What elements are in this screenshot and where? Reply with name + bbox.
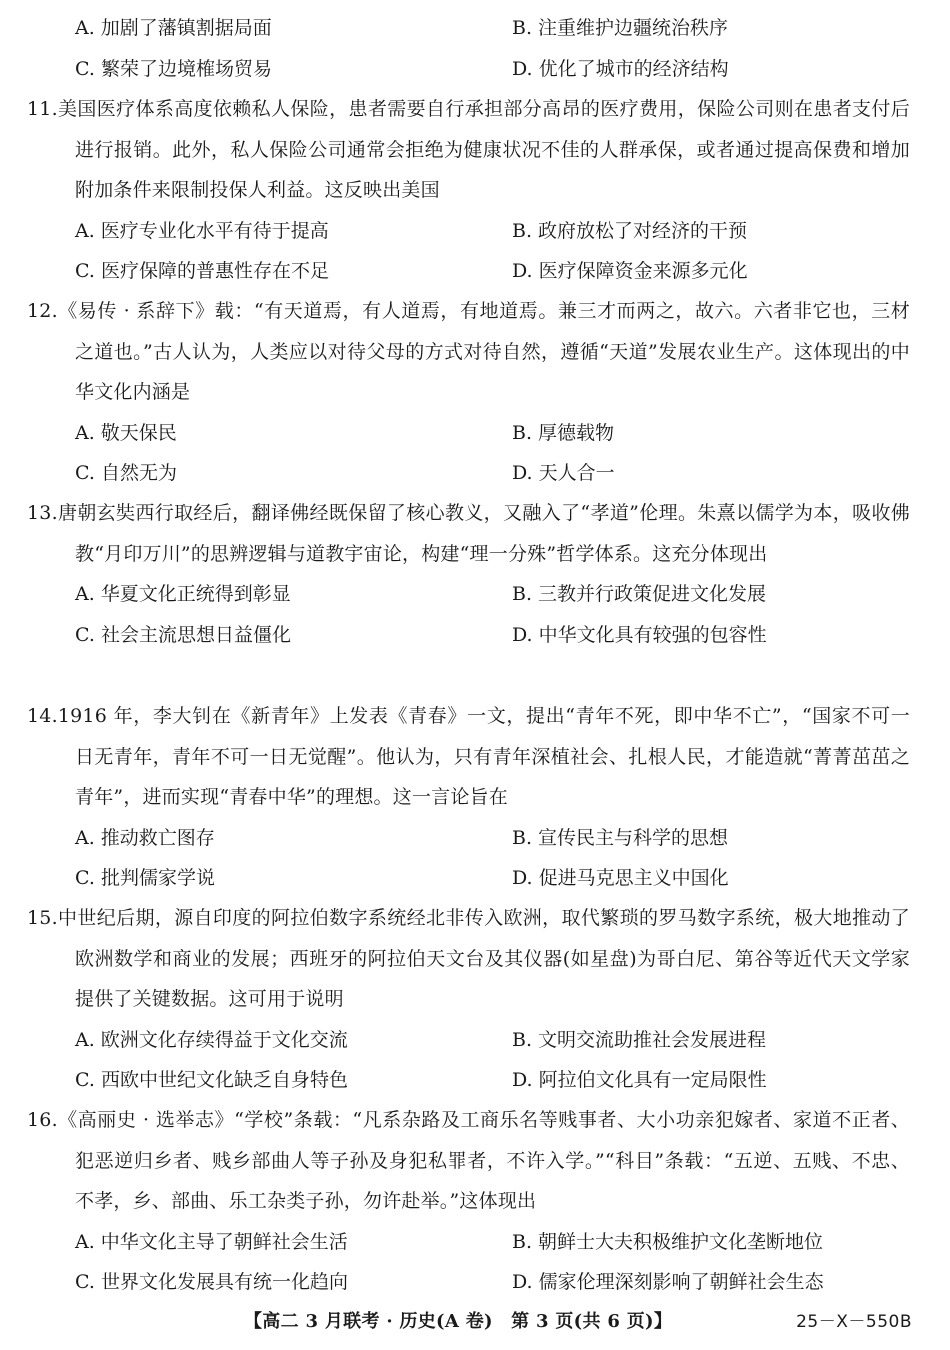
option-row <box>0 818 950 859</box>
question-14 <box>0 696 950 899</box>
option-c: C. 社会主流思想日益僵化 <box>75 623 291 646</box>
question-stem <box>0 898 950 1020</box>
option-row <box>0 1222 950 1263</box>
q10-options <box>0 8 950 89</box>
question-text: 美国医疗体系高度依赖私人保险，患者需要自行承担部分高昂的医疗费用，保险公司则在患者支付后进行报销。此外，私人保险公司通常会拒绝为健康状况不佳的人群承保，或者通过提高保费和增加附加条件来限制投保人利益。这反映出美国 <box>57 98 910 201</box>
option-c: C. 西欧中世纪文化缺乏自身特色 <box>75 1069 348 1091</box>
question-stem <box>0 1100 950 1222</box>
question-number: 15. <box>27 907 58 929</box>
question-number: 14. <box>27 705 58 727</box>
option-row <box>0 413 950 454</box>
question-text: 1916 年，李大钊在《新青年》上发表《青春》一文，提出“青年不死，即中华不亡”，“国家不可一日无青年，青年不可一日无觉醒”。他认为，只有青年深植社会、扎根人民，才能造就“菁菁茁茁之青年”，进而实现“青春中华”的理想。这一言论旨在 <box>57 705 910 808</box>
question-text: 《易传 · 系辞下》载：“有天道焉，有人道焉，有地道焉。兼三才而两之，故六。六者非它也，三材之道也。”古人认为，人类应以对待父母的方式对待自然，遵循“天道”发展农业生产。这体现出的中华文化内涵是 <box>57 300 910 403</box>
option-row <box>0 1262 950 1303</box>
footer-title: 【高二 3 月联考 · 历史(A 卷) 第 3 页(共 6 页)】 <box>244 1311 673 1332</box>
option-b: B. 三教并行政策促进文化发展 <box>512 583 767 605</box>
option-d: D. 天人合一 <box>512 462 615 484</box>
option-row <box>0 211 950 252</box>
question-13 <box>0 493 950 655</box>
option-row <box>0 49 950 90</box>
option-d: D. 儒家伦理深刻影响了朝鲜社会生态 <box>512 1271 824 1293</box>
question-16 <box>0 1100 950 1303</box>
question-text: 《高丽史 · 选举志》“学校”条载：“凡系杂路及工商乐名等贱事者、大小功亲犯嫁者、家道不正者、犯恶逆归乡者、贱乡部曲人等子孙及身犯私罪者，不许入学。”“科目”条载：“五逆、五贱、不忠、不孝，乡、部曲、乐工杂类子孙，勿许赴举。”这体现出 <box>57 1109 910 1212</box>
question-number: 12. <box>27 300 58 322</box>
option-row <box>0 8 950 49</box>
option-c: C. 世界文化发展具有统一化趋向 <box>75 1271 348 1293</box>
option-b: B. 政府放松了对经济的干预 <box>512 219 748 242</box>
page-footer <box>0 1302 950 1342</box>
question-number: 16. <box>27 1109 58 1131</box>
option-row <box>0 251 950 292</box>
option-b: B. 厚德载物 <box>512 421 615 444</box>
question-stem <box>0 493 950 574</box>
question-stem <box>0 291 950 413</box>
option-a: A. 欧洲文化存续得益于文化交流 <box>75 1028 348 1051</box>
option-c: C. 自然无为 <box>75 462 177 484</box>
option-row <box>0 615 950 656</box>
question-12 <box>0 291 950 494</box>
option-b: B. 注重维护边疆统治秩序 <box>512 17 729 39</box>
option-b: B. 朝鲜士大夫积极维护文化垄断地位 <box>512 1230 824 1253</box>
option-c: C. 繁荣了边境榷场贸易 <box>75 57 272 80</box>
option-d: D. 优化了城市的经济结构 <box>512 57 729 80</box>
option-d: D. 促进马克思主义中国化 <box>512 867 729 889</box>
question-11 <box>0 89 950 292</box>
option-a: A. 推动救亡图存 <box>75 826 215 849</box>
option-b: B. 宣传民主与科学的思想 <box>512 826 729 849</box>
option-d: D. 医疗保障资金来源多元化 <box>512 260 748 282</box>
option-a: A. 医疗专业化水平有待于提高 <box>75 219 329 242</box>
question-number: 13. <box>27 502 58 524</box>
question-stem <box>0 696 950 818</box>
option-a: A. 华夏文化正统得到彰显 <box>75 583 291 605</box>
question-text: 唐朝玄奘西行取经后，翻译佛经既保留了核心教义，又融入了“孝道”伦理。朱熹以儒学为本，吸收佛教“月印万川”的思辨逻辑与道教宇宙论，构建“理一分殊”哲学体系。这充分体现出 <box>57 502 910 565</box>
option-a: A. 中华文化主导了朝鲜社会生活 <box>75 1230 348 1253</box>
option-d: D. 中华文化具有较强的包容性 <box>512 623 767 646</box>
option-c: C. 批判儒家学说 <box>75 867 215 889</box>
option-d: D. 阿拉伯文化具有一定局限性 <box>512 1069 767 1091</box>
option-row <box>0 574 950 615</box>
option-a: A. 加剧了藩镇割据局面 <box>75 17 272 39</box>
option-row <box>0 1060 950 1101</box>
option-row <box>0 1020 950 1061</box>
option-c: C. 医疗保障的普惠性存在不足 <box>75 260 329 282</box>
footer-code: 25－X－550B <box>796 1312 912 1332</box>
option-b: B. 文明交流助推社会发展进程 <box>512 1028 767 1051</box>
option-row <box>0 453 950 494</box>
option-row <box>0 858 950 899</box>
question-15 <box>0 898 950 1101</box>
question-text: 中世纪后期，源自印度的阿拉伯数字系统经北非传入欧洲，取代繁琐的罗马数字系统，极大地推动了欧洲数学和商业的发展；西班牙的阿拉伯天文台及其仪器(如星盘)为哥白尼、第谷等近代天文学家提供了关键数据。这可用于说明 <box>57 907 910 1010</box>
question-number: 11. <box>27 98 58 120</box>
option-a: A. 敬天保民 <box>75 421 177 444</box>
question-stem <box>0 89 950 211</box>
